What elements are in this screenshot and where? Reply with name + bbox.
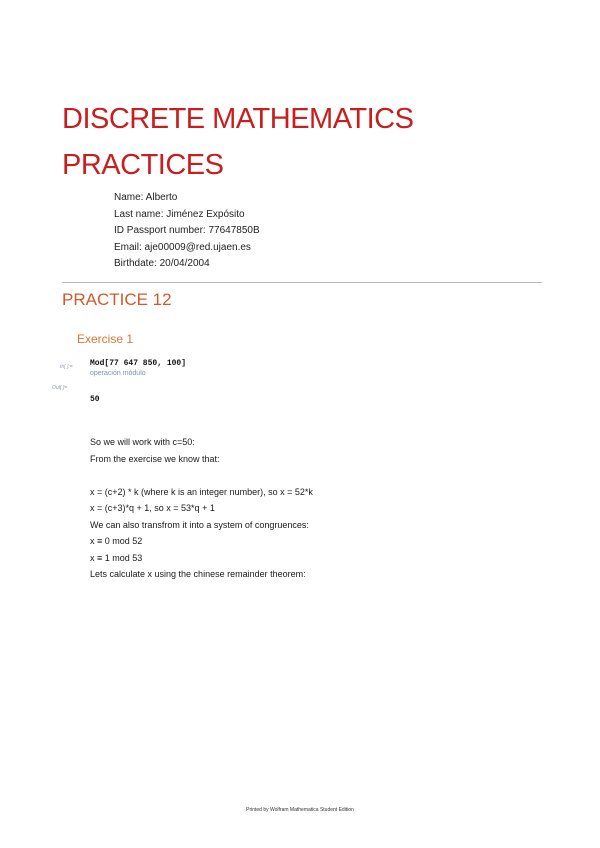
section-divider (62, 282, 542, 283)
input-cell-annotation: operación módulo (90, 370, 146, 377)
subsection-title: Exercise 1 (77, 332, 134, 346)
student-birthdate: Birthdate: 20/04/2004 (114, 258, 210, 269)
student-last-name: Last name: Jiménez Expósito (114, 208, 245, 220)
student-email: Email: aje00009@red.ujaen.es (114, 241, 251, 253)
student-info (114, 190, 260, 273)
text-line: x ≡ 0 mod 52 (90, 536, 143, 546)
title-line-2: PRACTICES (62, 149, 224, 181)
text-line: We can also transfrom it into a system of congruences: (90, 519, 309, 530)
text-line: x = (c+3)*q + 1, so x = 53*q + 1 (90, 503, 215, 513)
print-footer: Printed by Wolfram Mathematica Student Edition (246, 807, 354, 813)
section-title: PRACTICE 12 (62, 290, 172, 309)
document-title (62, 96, 562, 188)
text-line: From the exercise we know that: (90, 453, 220, 464)
student-id: ID Passport number: 77647850B (114, 225, 260, 236)
student-name: Name: Alberto (114, 192, 178, 203)
text-line: Lets calculate x using the chinese remainder theorem: (90, 569, 306, 579)
text-line: So we will work with c=50: (90, 437, 195, 447)
explanation-text (90, 434, 313, 583)
input-cell-code[interactable]: Mod[77 647 850, 100] (90, 359, 187, 368)
text-line: x ≡ 1 mod 53 (90, 552, 143, 563)
output-cell-label: Out[ ]= (52, 385, 68, 391)
text-line-blank (90, 467, 313, 484)
text-line: x = (c+2) * k (where k is an integer number), so x = 52*k (90, 486, 313, 497)
output-cell-value: 50 (90, 395, 100, 404)
title-line-1: DISCRETE MATHEMATICS (62, 103, 414, 135)
input-cell-label: In[ ]:= (60, 364, 73, 370)
